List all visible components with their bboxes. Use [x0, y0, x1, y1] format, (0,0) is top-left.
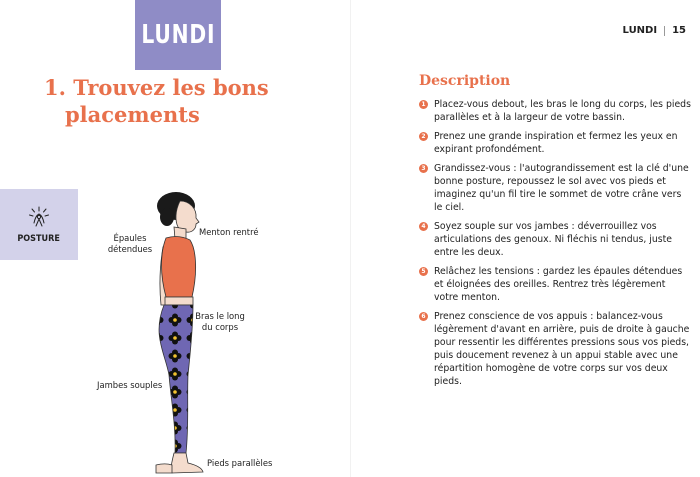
steps-list [419, 98, 691, 394]
running-head-separator [664, 26, 665, 36]
page-number: 15 [672, 25, 686, 36]
annotation-bras: Bras le long du corps [195, 311, 245, 332]
posture-label: POSTURE [17, 233, 61, 244]
figure-leggings [159, 305, 193, 453]
running-head [623, 25, 686, 36]
figure-face [176, 201, 199, 232]
annotation-jambes: Jambes souples [97, 380, 163, 390]
step-4 [419, 220, 691, 259]
step-text: Placez-vous debout, les bras le long du corps, les pieds parallèles et à la largeur de votre bassin. [434, 99, 691, 123]
step-number-badge: 4 [419, 222, 428, 231]
page-title-line1: 1. Trouvez les bons [44, 75, 269, 100]
description-heading: Description [419, 73, 511, 89]
running-head-day: LUNDI [622, 25, 658, 36]
step-number-badge: 2 [419, 132, 428, 141]
day-tab [135, 0, 221, 70]
posture-icon [28, 206, 50, 228]
figure-waist [165, 297, 193, 305]
step-number-badge: 6 [419, 312, 428, 321]
figure-feet [156, 453, 203, 473]
step-text: Soyez souple sur vos jambes : déverrouillez vos articulations des genoux. Ni fléchis ni tendus, juste entre les deux. [434, 221, 672, 258]
figure-top [162, 237, 196, 297]
step-number-badge: 5 [419, 267, 428, 276]
page-title [44, 74, 334, 128]
posture-tab [0, 189, 78, 260]
step-6 [419, 310, 691, 388]
step-5 [419, 265, 691, 304]
step-2 [419, 130, 691, 156]
step-1 [419, 98, 691, 124]
day-tab-label: LUNDI [141, 20, 215, 50]
step-text: Prenez une grande inspiration et fermez les yeux en expirant profondément. [434, 131, 678, 155]
step-number-badge: 3 [419, 164, 428, 173]
step-3 [419, 162, 691, 214]
annotation-epaules: Épaules détendues [107, 233, 153, 254]
page-title-line2: placements [65, 102, 200, 127]
step-number-badge: 1 [419, 100, 428, 109]
step-text: Relâchez les tensions : gardez les épaules détendues et éloignées des oreilles. Rentrez très légèrement votre menton. [434, 266, 683, 303]
step-text: Prenez conscience de vos appuis : balancez-vous légèrement d'avant en arrière, puis de droite à gauche pour ressentir les différentes pressions sous vos pieds, puis doucement revenez à un appui stable avec une répartition homogène de votre corps sur vos deux pieds. [434, 311, 690, 387]
annotation-menton: Menton rentré [199, 227, 259, 237]
step-text: Grandissez-vous : l'autograndissement est la clé d'une bonne posture, repoussez le sol avec vos pieds et imaginez qu'un fil tire le sommet de votre crâne vers le ciel. [434, 163, 689, 213]
annotation-pieds: Pieds parallèles [207, 458, 273, 468]
spread-divider [350, 0, 351, 477]
